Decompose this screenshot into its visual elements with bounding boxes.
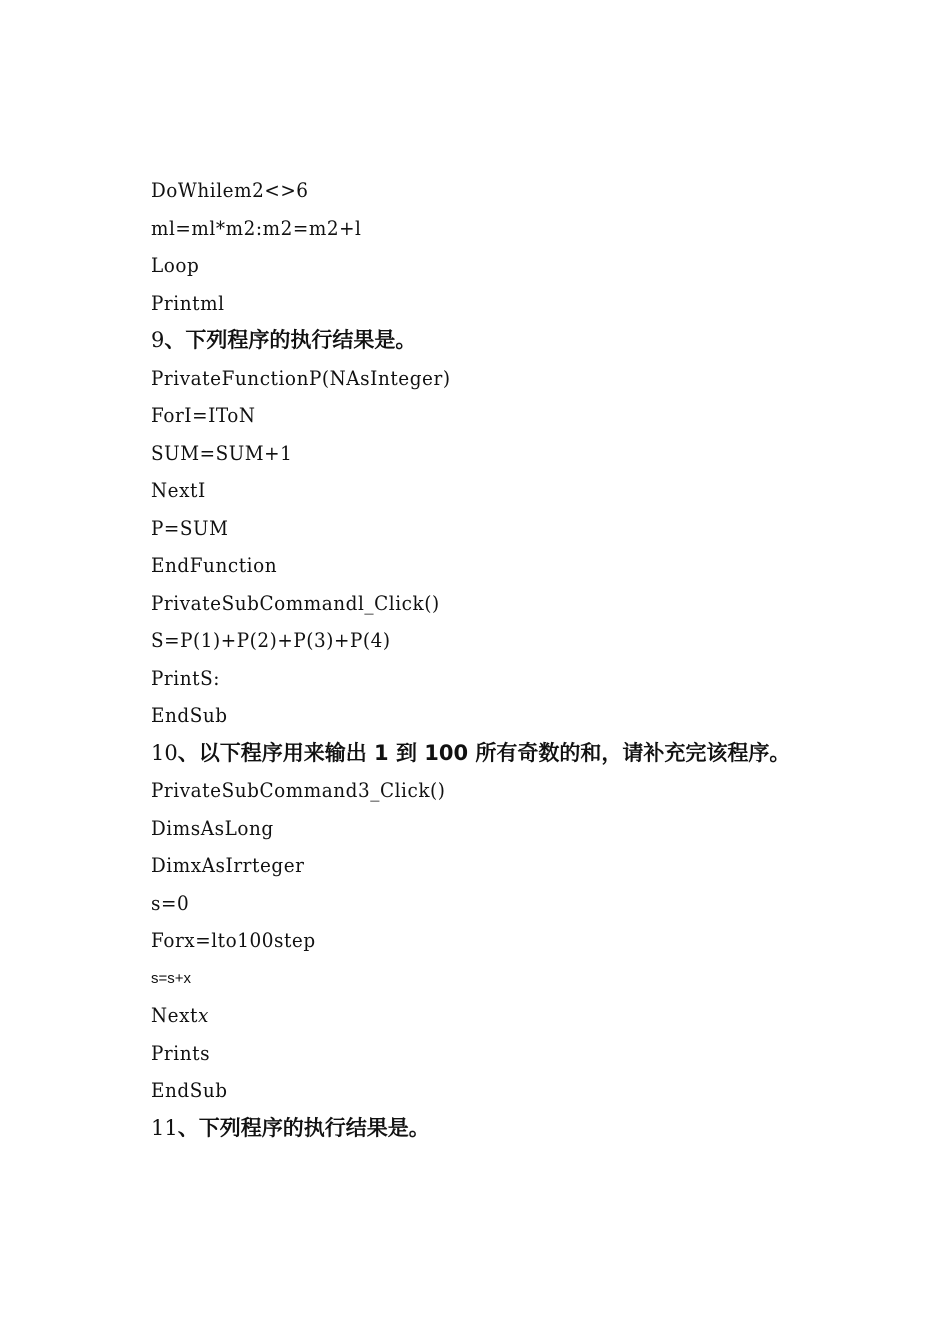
code-line: PrivateSubCommand3_Click() xyxy=(151,778,446,802)
question-9 xyxy=(151,322,911,360)
code-line: SUM=SUM+1 xyxy=(151,440,293,465)
code-line: EndSub xyxy=(151,703,228,727)
question-number: 10 xyxy=(151,740,178,765)
code-line: s=s+x xyxy=(151,969,192,987)
code-line: ForI=IToN xyxy=(151,403,256,427)
code-line: Prints xyxy=(151,1040,211,1065)
code-variable: x xyxy=(197,1003,209,1027)
code-line: EndSub xyxy=(151,1078,228,1102)
question-number: 9 xyxy=(151,328,165,352)
question-10 xyxy=(151,735,911,773)
code-line: PrivateSubCommandl_Click() xyxy=(151,590,440,615)
code-line: P=SUM xyxy=(151,515,229,540)
code-line: PrivateFunctionP(NAsInteger) xyxy=(151,365,451,390)
question-text: 、下列程序的执行结果是。 xyxy=(164,328,417,352)
code-line: Forx=lto100step xyxy=(151,928,316,952)
code-line: DimsAsLong xyxy=(151,815,274,840)
code-line: S=P(1)+P(2)+P(3)+P(4) xyxy=(151,628,391,652)
code-line: DimxAsIrrteger xyxy=(151,853,305,877)
question-text: 、下列程序的执行结果是。 xyxy=(177,1115,430,1140)
code-line: PrintS: xyxy=(151,665,220,690)
code-line: NextI xyxy=(151,478,206,502)
code-line: EndFunction xyxy=(151,553,278,577)
question-text: 、以下程序用来输出 1 到 100 所有奇数的和，请补充完该程序。 xyxy=(177,740,791,765)
code-line: s=0 xyxy=(151,890,190,915)
code-line: Loop xyxy=(151,253,200,277)
document-page xyxy=(151,172,911,1147)
code-line: DoWhilem2<>6 xyxy=(151,178,309,202)
question-number: 11 xyxy=(151,1115,178,1140)
code-line xyxy=(151,997,850,1035)
code-line: ml=ml*m2:m2=m2+l xyxy=(151,215,362,240)
code-text: Next xyxy=(151,1003,198,1027)
question-11 xyxy=(151,1110,911,1148)
code-line: Printml xyxy=(151,290,225,315)
